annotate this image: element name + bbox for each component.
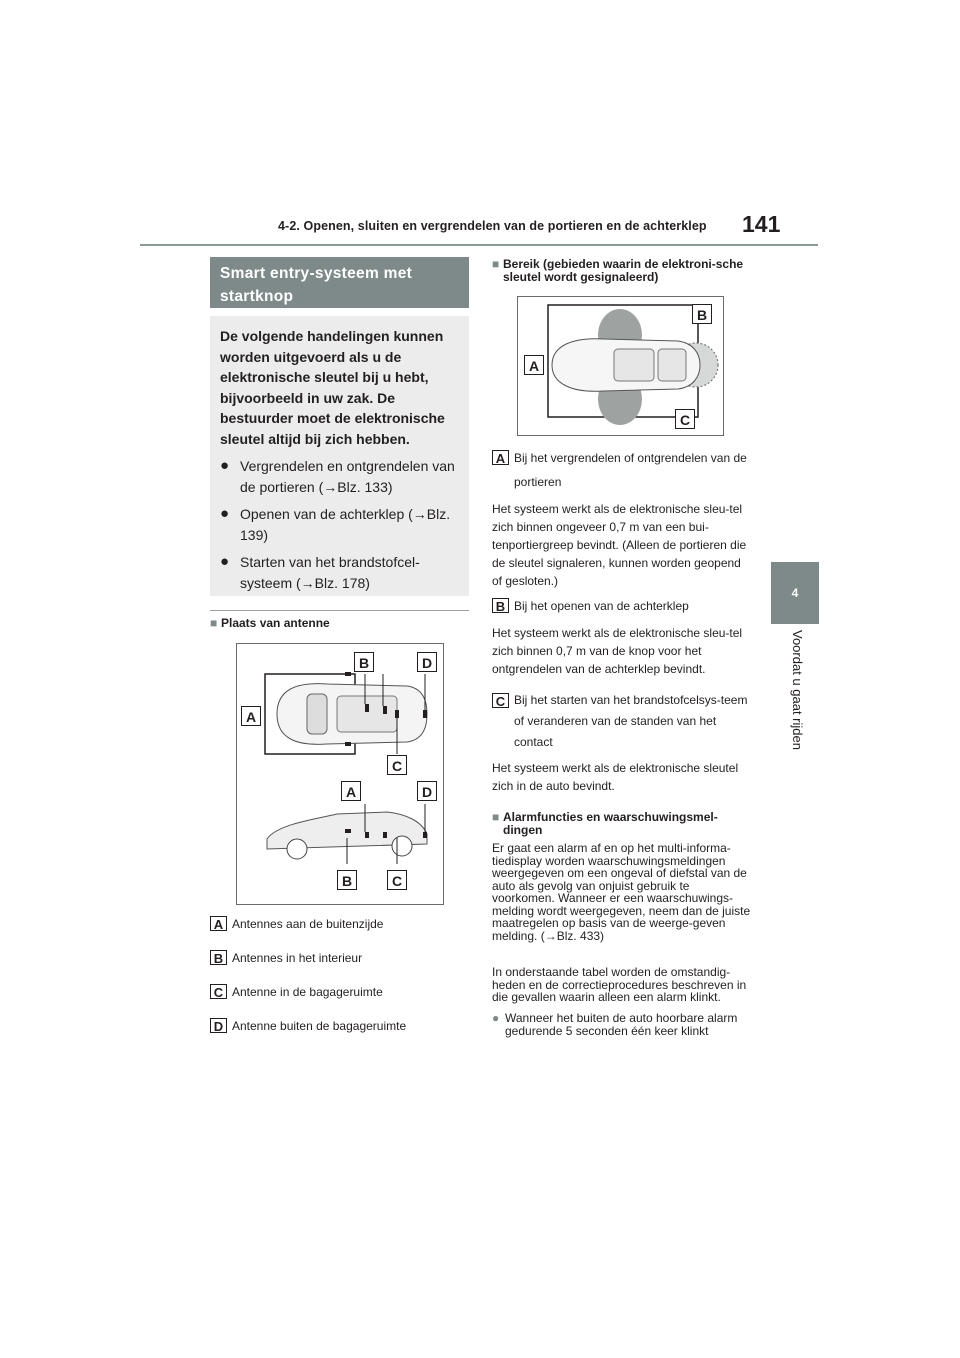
fig-label-c-side: C xyxy=(387,870,407,890)
info-bullet-text: Openen van de achterklep (→Blz. 139) xyxy=(240,506,451,543)
range-label-b: B xyxy=(692,304,712,324)
range-caption: Bij het openen van de achterklep xyxy=(514,599,689,613)
range-figure xyxy=(517,296,724,436)
bullet-dot-icon: ● xyxy=(220,505,230,522)
square-bullet-icon: ■ xyxy=(492,257,500,271)
chapter-side-label xyxy=(770,630,820,770)
fig-label-a-side: A xyxy=(341,781,361,801)
car-antenna-diagram xyxy=(237,644,443,904)
legend-item xyxy=(210,916,469,932)
range-text: Het systeem werkt als de elektronische sleu-tel zich binnen 0,7 m van de knop voor het ontgrendelen van de achterklep bevindt. xyxy=(492,626,743,676)
circle-bullet-icon: ● xyxy=(492,1011,500,1025)
info-box xyxy=(210,316,469,596)
fig-label-d: D xyxy=(417,652,437,672)
square-bullet-icon: ■ xyxy=(210,616,218,630)
antenna-legend xyxy=(210,916,469,1034)
info-bullet xyxy=(220,456,457,497)
range-label-c: C xyxy=(675,409,695,429)
antenna-figure xyxy=(236,643,444,905)
range-heading-text: Bereik (gebieden waarin de elektroni-sche sleutel wordt gesignaleerd) xyxy=(503,257,744,284)
range-caption-row xyxy=(492,446,752,494)
fig-label-d-side: D xyxy=(417,781,437,801)
range-item-a xyxy=(492,446,752,590)
legend-text: Antenne in de bagageruimte xyxy=(232,985,383,999)
range-label-a: A xyxy=(524,355,544,375)
section-heading: Smart entry-systeem met startknop xyxy=(210,257,469,308)
alarm-paragraph-1: Er gaat een alarm af en op het multi-informa-tiedisplay worden waarschuwingsmeldingen weergegeven om een ongeval of diefstal van de auto als gevolg van onjuist gebruik te voorkomen. Wanneer er een waarschuwings-melding wordt weergegeven, neem dan de juiste maatregelen op basis van de weerge-geven melding. (→Blz. 433) xyxy=(492,841,751,943)
range-item-b xyxy=(492,596,752,678)
fig-label-a: A xyxy=(241,706,261,726)
info-bullet xyxy=(220,504,457,545)
page-number: 141 xyxy=(742,211,781,237)
alarm-bullet xyxy=(492,1012,742,1037)
legend-item xyxy=(210,1018,469,1034)
fig-label-b: B xyxy=(354,652,374,672)
range-key: A xyxy=(492,450,509,465)
legend-item xyxy=(210,950,469,966)
range-text: Het systeem werkt als de elektronische sleutel zich in de auto bevindt. xyxy=(492,761,739,793)
fig-label-b-side: B xyxy=(337,870,357,890)
section-rule xyxy=(210,610,469,611)
legend-text: Antennes aan de buitenzijde xyxy=(232,917,384,931)
range-key: B xyxy=(492,598,509,613)
range-caption-row xyxy=(492,596,752,616)
fig-label-c: C xyxy=(387,755,407,775)
alarm-heading-text: Alarmfuncties en waarschuwingsmel-dingen xyxy=(503,810,718,837)
chapter-title: Voordat u gaat rijden xyxy=(790,630,805,750)
bullet-dot-icon: ● xyxy=(220,457,230,474)
info-bullet-text: Starten van het brandstofcel-systeem (→Blz. 178) xyxy=(240,554,420,591)
legend-text: Antenne buiten de bagageruimte xyxy=(232,1019,407,1033)
range-key: C xyxy=(492,693,509,708)
chapter-tab: 4 xyxy=(771,562,819,624)
antenna-heading-text: Plaats van antenne xyxy=(221,616,330,630)
info-bullet xyxy=(220,552,457,593)
range-item-c xyxy=(492,690,752,795)
range-heading xyxy=(492,258,752,284)
alarm-heading xyxy=(492,811,752,837)
range-caption: Bij het vergrendelen of ontgrendelen van de portieren xyxy=(514,451,747,489)
alarm-paragraph-2: In onderstaande tabel worden de omstandig-heden en de correctieprocedures beschreven in die gevallen waarin alleen een alarm klinkt. xyxy=(492,965,747,1004)
info-intro: De volgende handelingen kunnen worden uitgevoerd als u de elektronische sleutel bij u hebt, bijvoorbeeld in uw zak. De bestuurder moet de elektronische sleutel altijd bij zich hebben. xyxy=(220,328,445,447)
legend-key: D xyxy=(210,1018,227,1033)
legend-text: Antennes in het interieur xyxy=(232,951,363,965)
page-header-title: 4-2. Openen, sluiten en vergrendelen van de portieren en de achterklep xyxy=(278,219,707,233)
square-bullet-icon: ■ xyxy=(492,810,500,824)
header-rule xyxy=(140,244,818,246)
bullet-dot-icon: ● xyxy=(220,553,230,570)
legend-key: A xyxy=(210,916,227,931)
range-caption-row xyxy=(492,690,752,753)
alarm-bullet-text: Wanneer het buiten de auto hoorbare alarm gedurende 5 seconden één keer klinkt xyxy=(505,1011,738,1038)
legend-key: B xyxy=(210,950,227,965)
legend-key: C xyxy=(210,984,227,999)
info-bullet-text: Vergrendelen en ontgrendelen van de portieren (→Blz. 133) xyxy=(240,458,455,495)
range-text: Het systeem werkt als de elektronische sleu-tel zich binnen ongeveer 0,7 m van een bui-tenportiergreep bevindt. (Alleen de portieren die de sleutel signaleren, kunnen worden geopend of gesloten.) xyxy=(492,502,747,588)
legend-item xyxy=(210,984,469,1000)
antenna-heading xyxy=(210,617,469,630)
range-caption: Bij het starten van het brandstofcelsys-teem of veranderen van de standen van het contact xyxy=(514,693,748,749)
